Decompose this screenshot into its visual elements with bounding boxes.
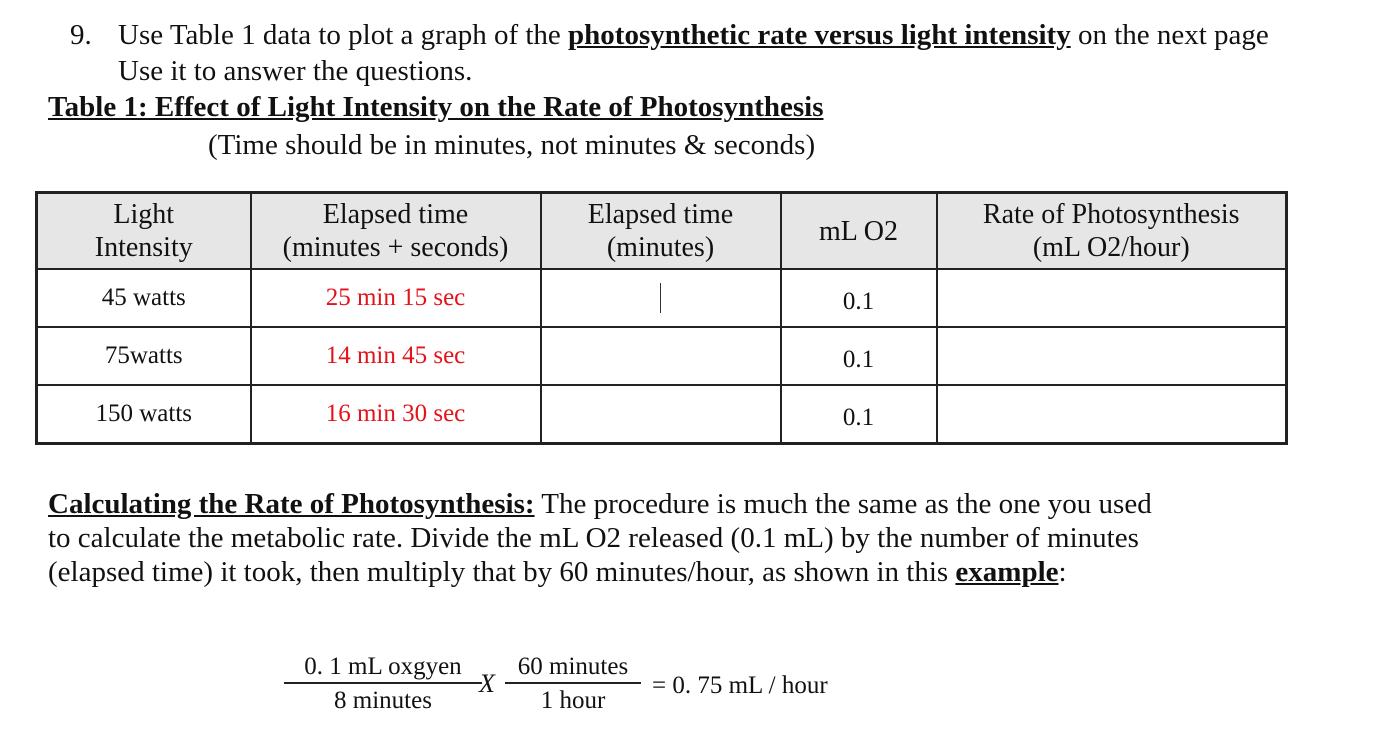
header-light-intensity: Light Intensity xyxy=(37,193,251,270)
question-line-1-prefix: Use Table 1 data to plot a graph of the xyxy=(118,19,569,51)
calc-line-1-rest: The procedure is much the same as the one you used xyxy=(534,488,1152,520)
cell-elapsed-min-input[interactable] xyxy=(541,269,781,327)
cell-elapsed-min-input[interactable] xyxy=(541,385,781,444)
header-rate: Rate of Photosynthesis (mL O2/hour) xyxy=(937,193,1287,270)
fraction-2-denominator: 1 hour xyxy=(540,687,606,714)
table-row xyxy=(37,385,1287,444)
cell-elapsed-min-sec: 25 min 15 sec xyxy=(251,269,541,327)
cell-ml-o2: 0.1 xyxy=(781,327,937,385)
text-cursor xyxy=(660,283,662,313)
header-elapsed-min-sec: Elapsed time (minutes + seconds) xyxy=(251,193,541,270)
table-header-row xyxy=(37,193,1287,270)
question-line-1 xyxy=(118,18,1269,52)
cell-elapsed-min-sec: 14 min 45 sec xyxy=(251,327,541,385)
calc-heading: Calculating the Rate of Photosynthesis: xyxy=(48,488,535,520)
fraction-1-numerator: 0. 1 mL oxgyen xyxy=(304,653,462,680)
table-subtitle: (Time should be in minutes, not minutes & seconds) xyxy=(208,129,816,161)
cell-ml-o2: 0.1 xyxy=(781,385,937,444)
cell-rate-input[interactable] xyxy=(937,269,1287,327)
formula-result: = 0. 75 mL / hour xyxy=(652,672,828,699)
calc-line-3-suffix: : xyxy=(1058,556,1067,588)
cell-rate-input[interactable] xyxy=(937,385,1287,444)
calc-line-1 xyxy=(48,487,1152,521)
cell-rate-input[interactable] xyxy=(937,327,1287,385)
question-line-1-suffix: on the next page xyxy=(1070,19,1269,51)
header-elapsed-min: Elapsed time (minutes) xyxy=(541,193,781,270)
question-number: 9. xyxy=(70,19,92,51)
cell-ml-o2: 0.1 xyxy=(781,269,937,327)
fraction-oxygen-per-minutes xyxy=(284,652,482,716)
question-emphasis: photosynthetic rate versus light intensity xyxy=(568,19,1071,51)
fraction-1-denominator: 8 minutes xyxy=(334,687,432,714)
cell-intensity: 75watts xyxy=(37,327,251,385)
calc-line-3 xyxy=(48,555,1067,589)
table-title: Table 1: Effect of Light Intensity on the Rate of Photosynthesis xyxy=(48,91,824,123)
fraction-2-numerator: 60 minutes xyxy=(517,653,629,680)
cell-elapsed-min-input[interactable] xyxy=(541,327,781,385)
header-ml-o2: mL O2 xyxy=(781,193,937,270)
multiply-sign: X xyxy=(479,669,495,698)
question-line-2: Use it to answer the questions. xyxy=(118,55,473,87)
fraction-minutes-per-hour xyxy=(505,652,641,716)
calc-line-2: to calculate the metabolic rate. Divide the mL O2 released (0.1 mL) by the number of minutes xyxy=(48,522,1139,554)
calc-line-3-prefix: (elapsed time) it took, then multiply that by 60 minutes/hour, as shown in this xyxy=(48,556,956,588)
cell-intensity: 45 watts xyxy=(37,269,251,327)
table-row xyxy=(37,269,1287,327)
table-row xyxy=(37,327,1287,385)
calc-example: example xyxy=(955,556,1059,588)
data-table xyxy=(35,191,1288,445)
cell-intensity: 150 watts xyxy=(37,385,251,444)
cell-elapsed-min-sec: 16 min 30 sec xyxy=(251,385,541,444)
